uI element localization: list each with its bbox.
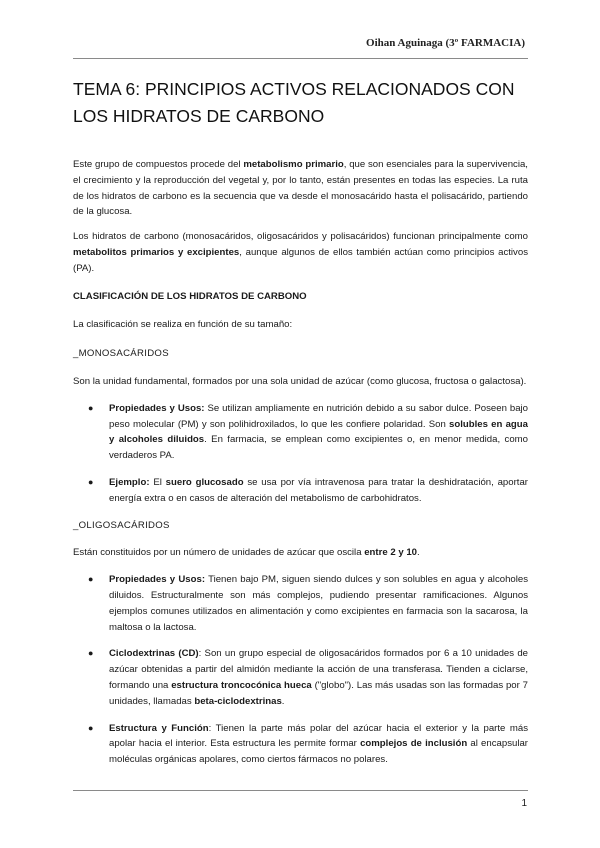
subheading-oligosacaridos: _OLIGOSACÁRIDOS (73, 519, 170, 531)
intro-paragraph-2: Los hidratos de carbono (monosacáridos, oligosacáridos y polisacáridos) funcionan principalmente como metabolitos primarios y excipientes, aunque algunos de ellos también actúan como principios activos (PA). (73, 231, 528, 274)
footer-rule (73, 790, 528, 791)
monosacaridos-list (73, 401, 528, 507)
bullet-icon: ● (88, 648, 94, 659)
classification-intro: La clasificación se realiza en función de su tamaño: (73, 319, 293, 331)
page-title: TEMA 6: PRINCIPIOS ACTIVOS RELACIONADOS CON LOS HIDRATOS DE CARBONO (73, 79, 515, 126)
bullet-icon: ● (88, 722, 94, 733)
page-number: 1 (521, 798, 527, 809)
bullet-icon: ● (88, 476, 94, 487)
header-rule (73, 58, 528, 59)
body-content (73, 157, 528, 779)
list-item: ● Estructura y Función: Tienen la parte más polar del azúcar hacia el exterior y la parte más apolar hacia el interior. Esta estructura les permite formar complejos de inclusión al encapsular moléculas orgánicas apolares, como ciertos fármacos no polares. (88, 722, 528, 766)
intro-paragraph-1: Este grupo de compuestos procede del metabolismo primario, que son esenciales para la supervivencia, el crecimiento y la reproducción del vegetal y, por lo tanto, están presentes en todas las especies. La ruta de los hidratos de carbono es la secuencia que va desde el monosacárido hasta el polisacárido, partiendo de la glucosa. (73, 159, 528, 218)
bullet-icon: ● (88, 402, 94, 413)
oligosacaridos-list (73, 572, 528, 768)
bullet-icon: ● (88, 574, 94, 585)
section-heading-classification: CLASIFICACIÓN DE LOS HIDRATOS DE CARBONO (73, 290, 307, 302)
oligosacaridos-description: Están constituidos por un número de unidades de azúcar que oscila entre 2 y 10. (73, 547, 420, 559)
list-item: ● Propiedades y Usos: Tienen bajo PM, siguen siendo dulces y son solubles en agua y alcoholes diluidos. Estructuralmente son más complejos, pudiendo presentar ramificaciones. Algunos ejemplos comunes utilizados en alimentación y como excipientes en farmacia son la sacarosa, la maltosa o la lactosa. (88, 574, 529, 633)
monosacaridos-description: Son la unidad fundamental, formados por una sola unidad de azúcar (como glucosa, fructosa o galactosa). (73, 375, 527, 387)
list-item: ● Propiedades y Usos: Se utilizan ampliamente en nutrición debido a su sabor dulce. Poseen bajo peso molecular (PM) y son polihidroxilados, lo que les confiere polaridad. Son solubles en agua y alcoholes diluidos. En farmacia, se emplean como excipientes o, en menor medida, como verdaderos PA. (88, 402, 529, 462)
subheading-monosacaridos: _MONOSACÁRIDOS (73, 348, 169, 360)
list-item: ● Ciclodextrinas (CD): Son un grupo especial de oligosacáridos formados por 6 a 10 unidades de azúcar obtenidas a partir del almidón mediante la acción de una transferasa. Tienden a ciclarse, formando una estructura troncocónica hueca ("globo"). Las más usadas son las formadas por 7 unidades, llamadas beta-ciclodextrinas. (88, 648, 528, 707)
list-item: ● Ejemplo: El suero glucosado se usa por vía intravenosa para tratar la deshidratación, aportar energía extra o en casos de alteración del metabolismo de carbohidratos. (88, 476, 528, 504)
running-header: Oihan Aguinaga (3º FARMACIA) (366, 37, 525, 49)
